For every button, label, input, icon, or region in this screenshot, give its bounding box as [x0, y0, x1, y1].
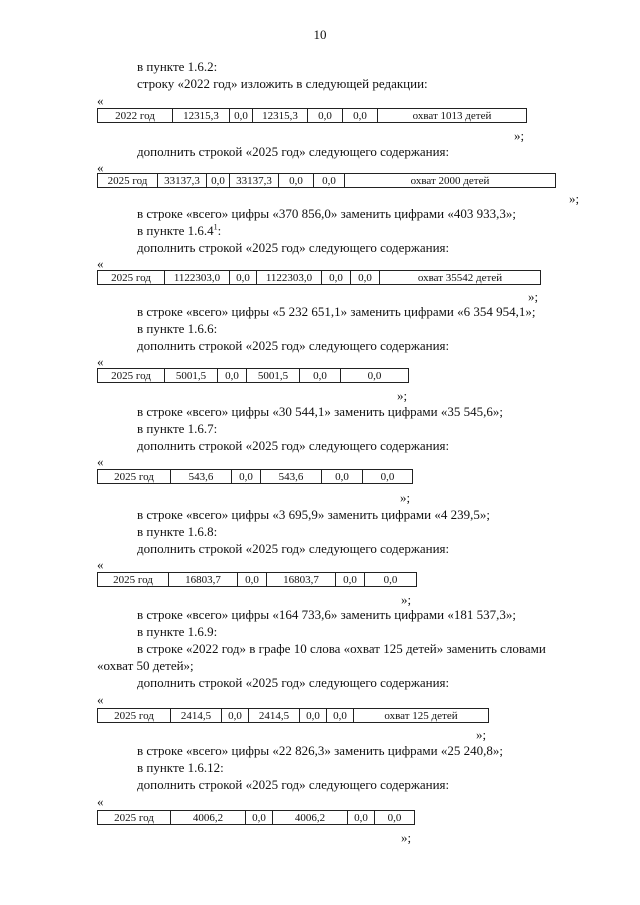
- open-quote: «: [97, 794, 104, 809]
- text-line: дополнить строкой «2025 год» следующего содержания:: [137, 338, 450, 353]
- table-cell: 0,0: [232, 470, 261, 484]
- open-quote: «: [97, 454, 104, 469]
- text-line: строку «2022 год» изложить в следующей редакции:: [137, 76, 428, 91]
- table-cell: 2025 год: [98, 573, 169, 587]
- table-cell: 0,0: [365, 573, 417, 587]
- close-quote: »;: [569, 191, 580, 206]
- table-cell: 2414,5: [171, 709, 222, 723]
- table-cell: 0,0: [238, 573, 267, 587]
- table-cell: 0,0: [336, 573, 365, 587]
- table-row: [97, 572, 417, 587]
- close-quote: »;: [397, 388, 408, 403]
- table-cell: охват 2000 детей: [345, 174, 556, 188]
- table-cell: 0,0: [343, 109, 378, 123]
- table-cell: 0,0: [246, 811, 273, 825]
- table-cell: 0,0: [351, 271, 380, 285]
- table-cell: 33137,3: [230, 174, 279, 188]
- table-cell: 0,0: [322, 470, 363, 484]
- table-cell: 0,0: [308, 109, 343, 123]
- table-row: [97, 108, 527, 123]
- text-line: в пункте 1.6.6:: [137, 321, 218, 336]
- table-cell: 2025 год: [98, 709, 171, 723]
- open-quote: «: [97, 692, 104, 707]
- table-cell: 5001,5: [165, 369, 218, 383]
- table-cell: 2025 год: [98, 369, 165, 383]
- table-cell: 12315,3: [173, 109, 230, 123]
- text-line: в строке «всего» цифры «22 826,3» заменить цифрами «25 240,8»;: [137, 743, 503, 758]
- table-cell: 2414,5: [249, 709, 300, 723]
- table-row: [97, 173, 556, 188]
- text-line: в пункте 1.6.9:: [137, 624, 218, 639]
- text-line: дополнить строкой «2025 год» следующего содержания:: [137, 777, 450, 792]
- text-line: в пункте 1.6.8:: [137, 524, 218, 539]
- text-line: в строке «всего» цифры «3 695,9» заменить цифрами «4 239,5»;: [137, 507, 490, 522]
- table-cell: 2025 год: [98, 470, 171, 484]
- close-quote: »;: [400, 490, 411, 505]
- table-cell: 5001,5: [247, 369, 300, 383]
- text-line: в строке «всего» цифры «5 232 651,1» заменить цифрами «6 354 954,1»;: [137, 304, 536, 319]
- text-line: дополнить строкой «2025 год» следующего содержания:: [137, 675, 450, 690]
- table-cell: 1122303,0: [165, 271, 230, 285]
- text-line: в пункте 1.6.4$^1$:: [137, 222, 222, 238]
- table-cell: 16803,7: [267, 573, 336, 587]
- text-line: дополнить строкой «2025 год» следующего содержания:: [137, 438, 450, 453]
- close-quote: »;: [401, 830, 412, 845]
- table-cell: 4006,2: [273, 811, 348, 825]
- open-quote: «: [97, 160, 104, 175]
- table-cell: 543,6: [261, 470, 322, 484]
- text-line-part: в пункте 1.6.4: [137, 223, 214, 238]
- table-cell: 0,0: [348, 811, 375, 825]
- table-cell: 4006,2: [171, 811, 246, 825]
- table-cell: 2025 год: [98, 174, 158, 188]
- table-row: [97, 810, 415, 825]
- table-cell: 0,0: [322, 271, 351, 285]
- text-line: дополнить строкой «2025 год» следующего содержания:: [137, 541, 450, 556]
- open-quote: «: [97, 256, 104, 271]
- close-quote: »;: [401, 592, 412, 607]
- table-cell: 2025 год: [98, 811, 171, 825]
- table-cell: 12315,3: [253, 109, 308, 123]
- table-cell: 0,0: [222, 709, 249, 723]
- table-cell: 0,0: [230, 271, 257, 285]
- table-row: [97, 270, 541, 285]
- table-cell: 33137,3: [158, 174, 207, 188]
- open-quote: «: [97, 93, 104, 108]
- text-line: в пункте 1.6.7:: [137, 421, 218, 436]
- text-line: дополнить строкой «2025 год» следующего содержания:: [137, 240, 450, 255]
- close-quote: »;: [476, 727, 487, 742]
- text-line: в пункте 1.6.12:: [137, 760, 224, 775]
- table-cell: 0,0: [327, 709, 354, 723]
- close-quote: »;: [528, 289, 539, 304]
- table-cell: 0,0: [363, 470, 413, 484]
- table-cell: охват 35542 детей: [380, 271, 541, 285]
- table-cell: 0,0: [300, 369, 341, 383]
- table-cell: 0,0: [207, 174, 230, 188]
- close-quote: »;: [514, 128, 525, 143]
- table-row: [97, 469, 413, 484]
- table-cell: 0,0: [314, 174, 345, 188]
- text-line: в строке «всего» цифры «164 733,6» заменить цифрами «181 537,3»;: [137, 607, 516, 622]
- table-cell: 543,6: [171, 470, 232, 484]
- table-cell: 2025 год: [98, 271, 165, 285]
- table-cell: 1122303,0: [257, 271, 322, 285]
- open-quote: «: [97, 354, 104, 369]
- table-cell: охват 1013 детей: [378, 109, 527, 123]
- text-line: в строке «всего» цифры «370 856,0» заменить цифрами «403 933,3»;: [137, 206, 516, 221]
- text-line: в пункте 1.6.2:: [137, 59, 218, 74]
- table-cell: 0,0: [230, 109, 253, 123]
- text-line: в строке «2022 год» в графе 10 слова «охват 125 детей» заменить словами: [137, 641, 546, 656]
- open-quote: «: [97, 557, 104, 572]
- superscript: 1: [213, 222, 218, 232]
- table-row: [97, 708, 489, 723]
- table-cell: 0,0: [375, 811, 415, 825]
- text-line: дополнить строкой «2025 год» следующего содержания:: [137, 144, 450, 159]
- table-cell: 0,0: [279, 174, 314, 188]
- table-row: [97, 368, 409, 383]
- table-cell: 2022 год: [98, 109, 173, 123]
- page-number: 10: [313, 27, 327, 42]
- text-line: «охват 50 детей»;: [97, 658, 194, 673]
- table-cell: охват 125 детей: [354, 709, 489, 723]
- table-cell: 16803,7: [169, 573, 238, 587]
- table-cell: 0,0: [218, 369, 247, 383]
- table-cell: 0,0: [300, 709, 327, 723]
- table-cell: 0,0: [341, 369, 409, 383]
- text-line: в строке «всего» цифры «30 544,1» заменить цифрами «35 545,6»;: [137, 404, 503, 419]
